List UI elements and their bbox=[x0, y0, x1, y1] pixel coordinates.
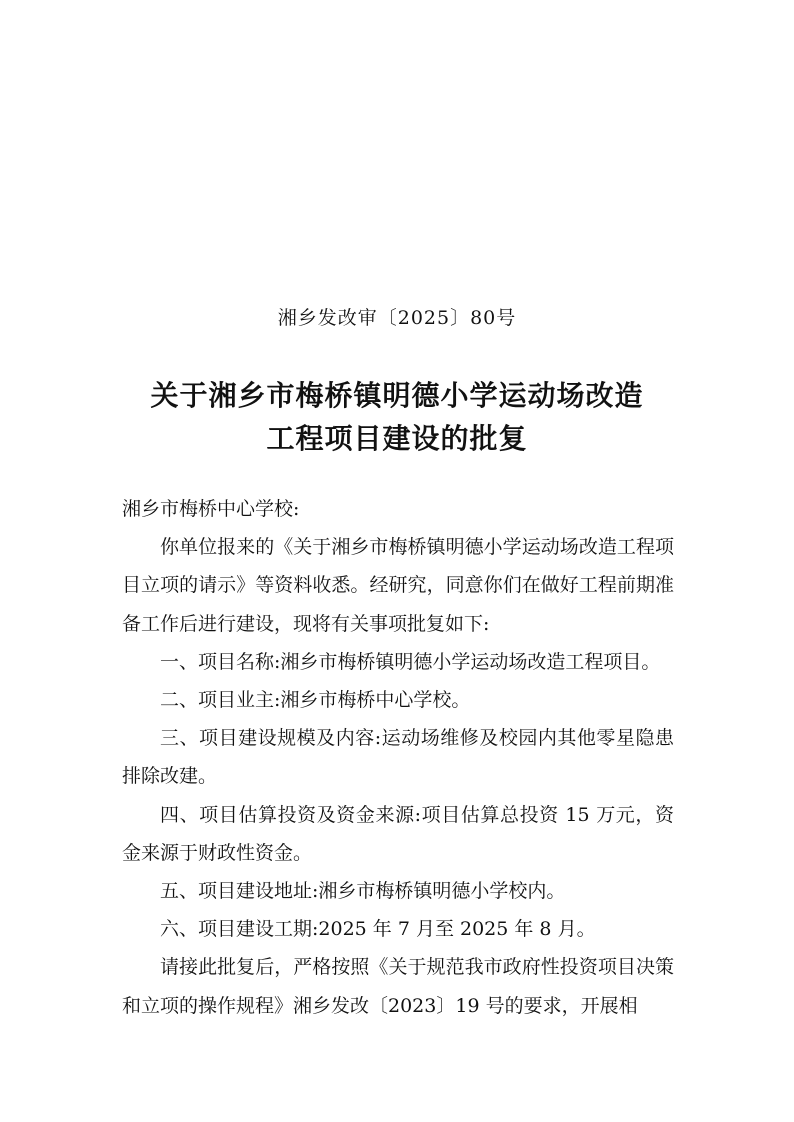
document-title-line-2: 工程项目建设的批复 bbox=[266, 422, 528, 455]
document-title-line-1: 关于湘乡市梅桥镇明德小学运动场改造 bbox=[150, 379, 644, 412]
paragraph-item-5: 五、项目建设地址:湘乡市梅桥镇明德小学校内。 bbox=[160, 880, 566, 903]
paragraph-item-3: 三、项目建设规模及内容:运动场维修及校园内其他零星隐患排除改建。 bbox=[122, 727, 674, 788]
paragraph-item-6: 六、项目建设工期:2025 年 7 月至 2025 年 8 月。 bbox=[160, 918, 596, 941]
paragraph-intro: 你单位报来的《关于湘乡市梅桥镇明德小学运动场改造工程项目立项的请示》等资料收悉。经研究，同意你们在做好工程前期准备工作后进行建设，现将有关事项批复如下: bbox=[122, 536, 674, 635]
paragraph-closing: 请接此批复后，严格按照《关于规范我市政府性投资项目决策和立项的操作规程》湘乡发改〔2023〕19 号的要求，开展相 bbox=[122, 956, 674, 1017]
paragraph-item-2: 二、项目业主:湘乡市梅桥中心学校。 bbox=[160, 689, 471, 712]
document-body bbox=[122, 490, 674, 1025]
paragraph-item-4: 四、项目估算投资及资金来源:项目估算总投资 15 万元，资金来源于财政性资金。 bbox=[122, 803, 674, 864]
document-number: 湘乡发改审〔2025〕80号 bbox=[277, 307, 517, 329]
addressee: 湘乡市梅桥中心学校: bbox=[122, 498, 300, 520]
paragraph-item-1: 一、项目名称:湘乡市梅桥镇明德小学运动场改造工程项目。 bbox=[160, 650, 661, 673]
